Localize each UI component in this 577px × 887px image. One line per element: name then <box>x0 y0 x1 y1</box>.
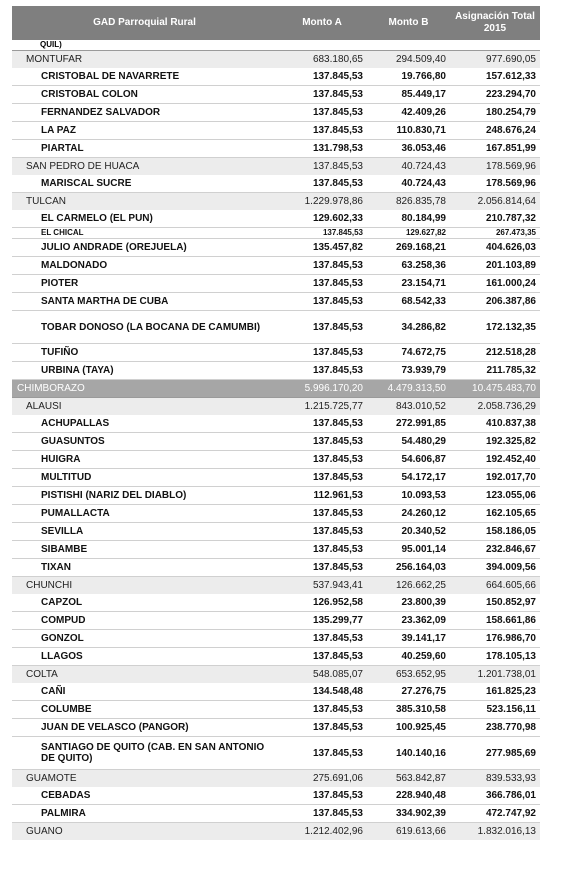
name-cell: MONTUFAR <box>12 51 277 69</box>
total-cell: 664.605,66 <box>450 577 540 595</box>
name-cell: FERNANDEZ SALVADOR <box>12 104 277 122</box>
total-cell: 366.786,01 <box>450 787 540 805</box>
monto-a-cell: 137.845,53 <box>277 257 367 275</box>
monto-a-cell: 137.845,53 <box>277 311 367 344</box>
monto-a-cell: 137.845,53 <box>277 701 367 719</box>
name-cell: CAPZOL <box>12 594 277 612</box>
monto-b-cell: 843.010,52 <box>367 398 450 416</box>
total-cell: 977.690,05 <box>450 51 540 69</box>
table-row <box>12 683 540 701</box>
name-cell: COLUMBE <box>12 701 277 719</box>
monto-b-cell: 54.480,29 <box>367 433 450 451</box>
header-monto-b: Monto B <box>367 6 450 40</box>
table-row <box>12 719 540 737</box>
total-cell: 394.009,56 <box>450 559 540 577</box>
total-cell: 212.518,28 <box>450 344 540 362</box>
monto-b-cell: 619.613,66 <box>367 823 450 841</box>
monto-b-cell: 272.991,85 <box>367 415 450 433</box>
monto-a-cell: 137.845,53 <box>277 451 367 469</box>
monto-b-cell: 334.902,39 <box>367 805 450 823</box>
total-cell: 232.846,67 <box>450 541 540 559</box>
total-cell: 167.851,99 <box>450 140 540 158</box>
total-cell: 1.832.016,13 <box>450 823 540 841</box>
canton-row <box>12 398 540 416</box>
monto-a-cell: 137.845,53 <box>277 158 367 176</box>
monto-a-cell: 137.845,53 <box>277 523 367 541</box>
monto-a-cell: 137.845,53 <box>277 122 367 140</box>
monto-a-cell: 683.180,65 <box>277 51 367 69</box>
monto-a-cell: 137.845,53 <box>277 559 367 577</box>
monto-b-cell: 74.672,75 <box>367 344 450 362</box>
canton-row <box>12 666 540 684</box>
table-row <box>12 415 540 433</box>
total-cell: 161.000,24 <box>450 275 540 293</box>
table-row <box>12 737 540 770</box>
canton-row <box>12 51 540 69</box>
total-cell: 172.132,35 <box>450 311 540 344</box>
monto-a-cell: 548.085,07 <box>277 666 367 684</box>
monto-a-cell: 137.845,53 <box>277 469 367 487</box>
name-cell: LA PAZ <box>12 122 277 140</box>
name-cell: MARISCAL SUCRE <box>12 175 277 193</box>
monto-b-cell: 23.154,71 <box>367 275 450 293</box>
table-row <box>12 210 540 228</box>
monto-a-cell: 275.691,06 <box>277 770 367 788</box>
total-cell: 839.533,93 <box>450 770 540 788</box>
monto-b-cell: 653.652,95 <box>367 666 450 684</box>
monto-b-cell: 42.409,26 <box>367 104 450 122</box>
name-cell: URBINA (TAYA) <box>12 362 277 380</box>
total-cell: 201.103,89 <box>450 257 540 275</box>
monto-b-cell: 85.449,17 <box>367 86 450 104</box>
monto-a-cell: 537.943,41 <box>277 577 367 595</box>
total-cell: 206.387,86 <box>450 293 540 311</box>
name-cell: PISTISHI (NARIZ DEL DIABLO) <box>12 487 277 505</box>
table-row <box>12 68 540 86</box>
total-cell: 1.201.738,01 <box>450 666 540 684</box>
table-row <box>12 362 540 380</box>
monto-b-cell: 68.542,33 <box>367 293 450 311</box>
monto-b-cell: 126.662,25 <box>367 577 450 595</box>
monto-b-cell: 256.164,03 <box>367 559 450 577</box>
table-row <box>12 630 540 648</box>
canton-row <box>12 193 540 211</box>
monto-b-cell: 40.259,60 <box>367 648 450 666</box>
monto-a-cell: 134.548,48 <box>277 683 367 701</box>
table-row <box>12 559 540 577</box>
total-cell: 178.569,96 <box>450 175 540 193</box>
name-cell: SANTA MARTHA DE CUBA <box>12 293 277 311</box>
table-row <box>12 505 540 523</box>
table-row <box>12 311 540 344</box>
name-cell: ACHUPALLAS <box>12 415 277 433</box>
monto-a-cell: 137.845,53 <box>277 805 367 823</box>
total-cell: 248.676,24 <box>450 122 540 140</box>
name-cell: SAN PEDRO DE HUACA <box>12 158 277 176</box>
name-cell: GUAMOTE <box>12 770 277 788</box>
name-cell: CEBADAS <box>12 787 277 805</box>
name-cell: COLTA <box>12 666 277 684</box>
table-row <box>12 175 540 193</box>
name-cell: MALDONADO <box>12 257 277 275</box>
monto-b-cell: 27.276,75 <box>367 683 450 701</box>
header-monto-a: Monto A <box>277 6 367 40</box>
monto-a-cell: 137.845,53 <box>277 275 367 293</box>
name-cell: CRISTOBAL DE NAVARRETE <box>12 68 277 86</box>
monto-b-cell: 563.842,87 <box>367 770 450 788</box>
name-cell: TULCAN <box>12 193 277 211</box>
table-row <box>12 523 540 541</box>
monto-b-cell <box>367 40 450 51</box>
name-cell: GONZOL <box>12 630 277 648</box>
monto-b-cell: 24.260,12 <box>367 505 450 523</box>
total-cell: 150.852,97 <box>450 594 540 612</box>
monto-a-cell: 1.212.402,96 <box>277 823 367 841</box>
total-cell: 2.056.814,64 <box>450 193 540 211</box>
table-row <box>12 594 540 612</box>
name-cell: JUAN DE VELASCO (PANGOR) <box>12 719 277 737</box>
name-cell: ALAUSI <box>12 398 277 416</box>
monto-a-cell: 137.845,53 <box>277 433 367 451</box>
total-cell: 410.837,38 <box>450 415 540 433</box>
table-row <box>12 239 540 257</box>
monto-b-cell: 228.940,48 <box>367 787 450 805</box>
name-cell: JULIO ANDRADE (OREJUELA) <box>12 239 277 257</box>
monto-a-cell: 137.845,53 <box>277 737 367 770</box>
total-cell: 277.985,69 <box>450 737 540 770</box>
table-row <box>12 228 540 239</box>
table-row <box>12 293 540 311</box>
name-cell: SANTIAGO DE QUITO (CAB. EN SAN ANTONIO DE QUITO) <box>12 737 277 770</box>
name-cell: TUFIÑO <box>12 344 277 362</box>
table-row <box>12 86 540 104</box>
monto-b-cell: 385.310,58 <box>367 701 450 719</box>
name-cell: EL CHICAL <box>12 228 277 239</box>
name-cell: TOBAR DONOSO (LA BOCANA DE CAMUMBI) <box>12 311 277 344</box>
table-row <box>12 257 540 275</box>
table-row <box>12 701 540 719</box>
table-row <box>12 140 540 158</box>
monto-a-cell: 135.299,77 <box>277 612 367 630</box>
name-cell: CHIMBORAZO <box>12 380 277 398</box>
name-cell: QUIL) <box>40 40 62 49</box>
monto-a-cell: 129.602,33 <box>277 210 367 228</box>
total-cell: 123.055,06 <box>450 487 540 505</box>
monto-b-cell: 4.479.313,50 <box>367 380 450 398</box>
total-cell: 238.770,98 <box>450 719 540 737</box>
monto-a-cell: 126.952,58 <box>277 594 367 612</box>
total-cell: 210.787,32 <box>450 210 540 228</box>
table-row <box>12 451 540 469</box>
table-row <box>12 469 540 487</box>
monto-a-cell: 135.457,82 <box>277 239 367 257</box>
name-cell: MULTITUD <box>12 469 277 487</box>
total-cell: 180.254,79 <box>450 104 540 122</box>
name-cell: CRISTOBAL COLON <box>12 86 277 104</box>
total-cell: 267.473,35 <box>450 228 540 239</box>
total-cell: 223.294,70 <box>450 86 540 104</box>
table-header-row <box>12 6 540 40</box>
name-cell: SIBAMBE <box>12 541 277 559</box>
total-cell: 192.017,70 <box>450 469 540 487</box>
table-row <box>12 612 540 630</box>
table-body <box>12 40 540 840</box>
monto-b-cell: 36.053,46 <box>367 140 450 158</box>
monto-b-cell: 294.509,40 <box>367 51 450 69</box>
name-cell: CAÑI <box>12 683 277 701</box>
monto-a-cell: 137.845,53 <box>277 541 367 559</box>
monto-a-cell: 137.845,53 <box>277 293 367 311</box>
monto-b-cell: 269.168,21 <box>367 239 450 257</box>
name-cell: PIARTAL <box>12 140 277 158</box>
total-cell: 176.986,70 <box>450 630 540 648</box>
table-row <box>12 487 540 505</box>
monto-b-cell: 129.627,82 <box>367 228 450 239</box>
monto-a-cell: 137.845,53 <box>277 362 367 380</box>
name-cell: CHUNCHI <box>12 577 277 595</box>
name-cell: LLAGOS <box>12 648 277 666</box>
monto-a-cell: 137.845,53 <box>277 68 367 86</box>
table-row <box>12 805 540 823</box>
total-cell: 162.105,65 <box>450 505 540 523</box>
monto-b-cell: 20.340,52 <box>367 523 450 541</box>
total-cell: 211.785,32 <box>450 362 540 380</box>
total-cell: 523.156,11 <box>450 701 540 719</box>
monto-a-cell: 137.845,53 <box>277 787 367 805</box>
canton-row <box>12 823 540 841</box>
monto-b-cell: 54.606,87 <box>367 451 450 469</box>
province-row <box>12 380 540 398</box>
monto-b-cell: 80.184,99 <box>367 210 450 228</box>
table-row <box>12 122 540 140</box>
canton-row <box>12 770 540 788</box>
total-cell: 161.825,23 <box>450 683 540 701</box>
monto-b-cell: 140.140,16 <box>367 737 450 770</box>
monto-b-cell: 110.830,71 <box>367 122 450 140</box>
table-row <box>12 787 540 805</box>
monto-b-cell: 19.766,80 <box>367 68 450 86</box>
table-row <box>12 275 540 293</box>
monto-a-cell: 137.845,53 <box>277 86 367 104</box>
total-cell: 2.058.736,29 <box>450 398 540 416</box>
monto-b-cell: 39.141,17 <box>367 630 450 648</box>
name-cell: COMPUD <box>12 612 277 630</box>
name-cell: GUASUNTOS <box>12 433 277 451</box>
monto-b-cell: 54.172,17 <box>367 469 450 487</box>
monto-b-cell: 95.001,14 <box>367 541 450 559</box>
monto-b-cell: 10.093,53 <box>367 487 450 505</box>
total-cell: 472.747,92 <box>450 805 540 823</box>
total-cell <box>450 40 540 51</box>
total-cell: 178.569,96 <box>450 158 540 176</box>
table-row <box>12 344 540 362</box>
monto-b-cell: 23.800,39 <box>367 594 450 612</box>
monto-b-cell: 40.724,43 <box>367 175 450 193</box>
header-gad: GAD Parroquial Rural <box>12 6 277 40</box>
monto-b-cell: 826.835,78 <box>367 193 450 211</box>
monto-b-cell: 23.362,09 <box>367 612 450 630</box>
monto-a-cell: 137.845,53 <box>277 719 367 737</box>
name-cell: SEVILLA <box>12 523 277 541</box>
table-row <box>12 40 540 51</box>
monto-a-cell: 137.845,53 <box>277 648 367 666</box>
total-cell: 192.325,82 <box>450 433 540 451</box>
monto-a-cell: 137.845,53 <box>277 630 367 648</box>
monto-b-cell: 100.925,45 <box>367 719 450 737</box>
total-cell: 178.105,13 <box>450 648 540 666</box>
monto-a-cell: 1.229.978,86 <box>277 193 367 211</box>
allocation-table-container <box>12 6 540 840</box>
total-cell: 192.452,40 <box>450 451 540 469</box>
monto-b-cell: 63.258,36 <box>367 257 450 275</box>
monto-a-cell <box>277 40 367 51</box>
name-cell: EL CARMELO (EL PUN) <box>12 210 277 228</box>
name-cell: HUIGRA <box>12 451 277 469</box>
monto-a-cell: 137.845,53 <box>277 344 367 362</box>
table-row <box>12 433 540 451</box>
table-row <box>12 648 540 666</box>
monto-b-cell: 40.724,43 <box>367 158 450 176</box>
name-cell: TIXAN <box>12 559 277 577</box>
header-asignacion-total: Asignación Total 2015 <box>450 6 540 40</box>
total-cell: 157.612,33 <box>450 68 540 86</box>
allocation-table <box>12 6 540 840</box>
monto-a-cell: 137.845,53 <box>277 104 367 122</box>
total-cell: 158.186,05 <box>450 523 540 541</box>
name-cell: GUANO <box>12 823 277 841</box>
monto-a-cell: 131.798,53 <box>277 140 367 158</box>
monto-a-cell: 137.845,53 <box>277 505 367 523</box>
monto-a-cell: 137.845,53 <box>277 175 367 193</box>
monto-b-cell: 34.286,82 <box>367 311 450 344</box>
total-cell: 158.661,86 <box>450 612 540 630</box>
total-cell: 404.626,03 <box>450 239 540 257</box>
name-cell: PIOTER <box>12 275 277 293</box>
canton-row <box>12 158 540 176</box>
monto-a-cell: 112.961,53 <box>277 487 367 505</box>
name-cell: PUMALLACTA <box>12 505 277 523</box>
table-row <box>12 541 540 559</box>
table-row <box>12 104 540 122</box>
monto-a-cell: 1.215.725,77 <box>277 398 367 416</box>
monto-a-cell: 5.996.170,20 <box>277 380 367 398</box>
name-cell: PALMIRA <box>12 805 277 823</box>
monto-b-cell: 73.939,79 <box>367 362 450 380</box>
monto-a-cell: 137.845,53 <box>277 415 367 433</box>
canton-row <box>12 577 540 595</box>
monto-a-cell: 137.845,53 <box>277 228 367 239</box>
total-cell: 10.475.483,70 <box>450 380 540 398</box>
